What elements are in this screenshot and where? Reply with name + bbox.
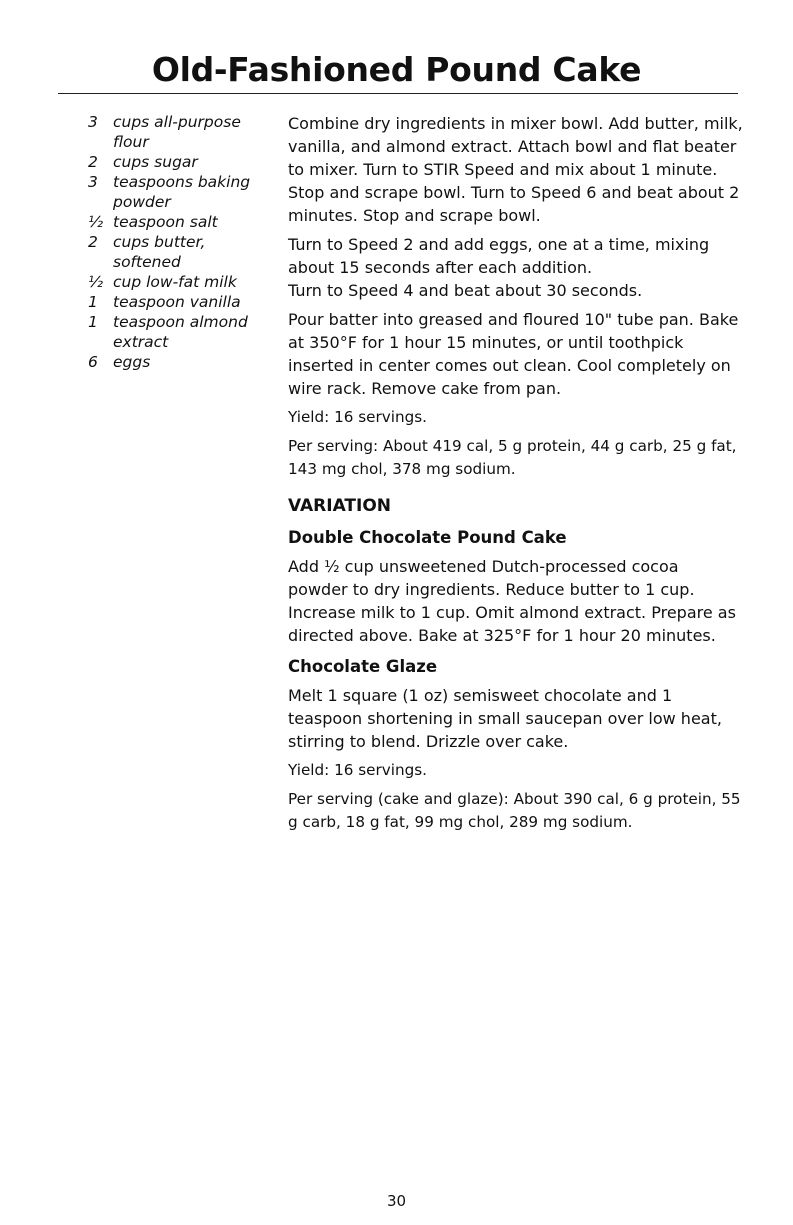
ingredient-text: teaspoon vanilla: [113, 293, 241, 311]
ingredients-list: [88, 112, 268, 372]
ingredient-quantity: 3: [88, 113, 98, 131]
ingredient-text: eggs: [113, 353, 151, 371]
ingredient-quantity: 2: [88, 153, 98, 171]
ingredient-item: [88, 312, 268, 352]
ingredient-item: [88, 152, 268, 172]
glaze-text: Melt 1 square (1 oz) semisweet chocolate and 1 teaspoon shortening in small saucepan over low heat, stirring to blend. Drizzle over cake.: [288, 686, 722, 751]
ingredient-text: teaspoon salt: [113, 213, 218, 231]
ingredient-item: [88, 112, 268, 152]
variation-title: Double Chocolate Pound Cake: [288, 528, 567, 547]
ingredient-item: [88, 212, 268, 232]
ingredient-text: teaspoons baking powder: [113, 173, 251, 211]
page-title: Old-Fashioned Pound Cake: [151, 50, 642, 89]
ingredient-item: [88, 272, 268, 292]
variation-heading: VARIATION: [288, 496, 392, 516]
glaze-yield-text: Yield: 16 servings.: [288, 761, 427, 779]
ingredient-quantity: 1: [88, 293, 98, 311]
ingredient-quantity: 2: [88, 233, 98, 251]
ingredient-item: [88, 172, 268, 212]
ingredient-quantity: ½: [88, 213, 104, 231]
yield-text: Yield: 16 servings.: [288, 408, 427, 426]
ingredient-text: cups all-purpose flour: [113, 113, 241, 151]
ingredient-text: teaspoon almond extract: [113, 313, 248, 351]
ingredient-quantity: 1: [88, 313, 98, 331]
glaze-nutrition-text: Per serving (cake and glaze): About 390 cal, 6 g protein, 55 g carb, 18 g fat, 99 mg chol, 289 mg sodium.: [288, 790, 741, 831]
variation-text: Add ½ cup unsweetened Dutch-processed cocoa powder to dry ingredients. Reduce butter to 1 cup. Increase milk to 1 cup. Omit almond extract. Prepare as directed above. Bake at 325°F for 1 hour 20 minutes.: [288, 557, 736, 645]
instruction-step: Pour batter into greased and floured 10" tube pan. Bake at 350°F for 1 hour 15 minutes, or until toothpick inserted in center comes out clean. Cool completely on wire rack. Remove cake from pan.: [288, 310, 739, 398]
instruction-step: Combine dry ingredients in mixer bowl. Add butter, milk, vanilla, and almond extract. Attach bowl and flat beater to mixer. Turn to STIR Speed and mix about 1 minute. Stop and scrape bowl. Turn to Speed 6 and beat about 2 minutes. Stop and scrape bowl.: [288, 114, 743, 225]
page-number: 30: [386, 1192, 407, 1210]
ingredient-quantity: 3: [88, 173, 98, 191]
ingredient-quantity: ½: [88, 273, 104, 291]
ingredient-quantity: 6: [88, 353, 98, 371]
ingredient-text: cups butter, softened: [113, 233, 206, 271]
ingredient-text: cups sugar: [113, 153, 198, 171]
instruction-step: Turn to Speed 2 and add eggs, one at a time, mixing about 15 seconds after each addition.: [288, 235, 710, 277]
ingredient-item: [88, 352, 268, 372]
ingredient-item: [88, 232, 268, 272]
title-divider: [58, 93, 738, 94]
instructions-column: [288, 112, 743, 840]
nutrition-text: Per serving: About 419 cal, 5 g protein, 44 g carb, 25 g fat, 143 mg chol, 378 mg sodium.: [288, 437, 737, 478]
ingredient-text: cup low-fat milk: [113, 273, 237, 291]
ingredient-item: [88, 292, 268, 312]
glaze-title: Chocolate Glaze: [288, 657, 438, 676]
instruction-step: Turn to Speed 4 and beat about 30 seconds.: [288, 281, 643, 300]
